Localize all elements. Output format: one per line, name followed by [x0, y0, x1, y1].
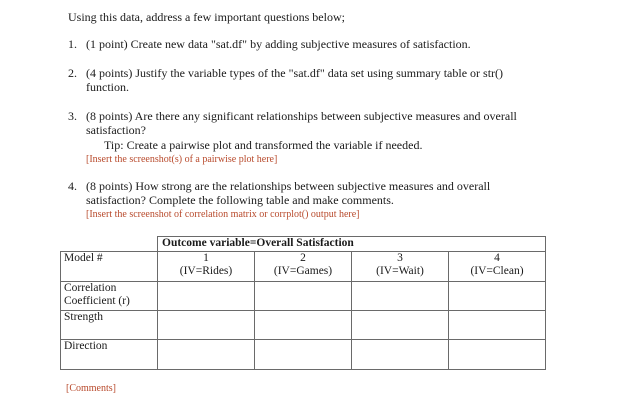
correlation-table [60, 236, 546, 370]
strength-cell-model-2[interactable] [255, 311, 352, 340]
correlation-cell-model-2[interactable] [255, 282, 352, 311]
direction-cell-model-3[interactable] [352, 340, 449, 370]
model-3-header [352, 252, 449, 282]
strength-cell-model-3[interactable] [352, 311, 449, 340]
table-corner-blank [61, 237, 158, 252]
correlation-cell-model-3[interactable] [352, 282, 449, 311]
question-3-tip: Tip: Create a pairwise plot and transformed the variable if needed. [104, 138, 423, 152]
question-2-number: 2. [68, 66, 77, 80]
model-1-iv: (IV=Rides) [179, 265, 233, 277]
model-4-iv: (IV=Clean) [470, 265, 524, 277]
strength-cell-model-4[interactable] [449, 311, 546, 340]
question-4-text-line2: satisfaction? Complete the following table and make comments. [86, 193, 394, 207]
direction-cell-model-1[interactable] [158, 340, 255, 370]
model-2-number: 2 [300, 252, 306, 264]
question-3-number: 3. [68, 109, 77, 123]
question-4-text-line1: (8 points) How strong are the relationships between subjective measures and overall [86, 179, 491, 193]
model-label: Model # [61, 252, 158, 282]
question-2-text-line2: function. [86, 80, 129, 94]
question-3-text-line1: (8 points) Are there any significant relationships between subjective measures and overall [86, 109, 517, 123]
model-2-iv: (IV=Games) [273, 265, 333, 277]
correlation-label-line2: Coefficient (r) [64, 295, 130, 307]
correlation-cell-model-1[interactable] [158, 282, 255, 311]
model-1-header [158, 252, 255, 282]
correlation-row-label [61, 282, 158, 311]
question-1-number: 1. [68, 37, 77, 51]
model-4-number: 4 [494, 252, 500, 264]
strength-row-label: Strength [61, 311, 158, 340]
strength-cell-model-1[interactable] [158, 311, 255, 340]
question-2-text-line1: (4 points) Justify the variable types of the "sat.df" data set using summary table or str() [86, 66, 504, 80]
direction-cell-model-2[interactable] [255, 340, 352, 370]
question-1-text: (1 point) Create new data "sat.df" by adding subjective measures of satisfaction. [86, 37, 471, 51]
model-3-number: 3 [397, 252, 403, 264]
model-1-number: 1 [203, 252, 209, 264]
question-4-number: 4. [68, 179, 77, 193]
model-2-header [255, 252, 352, 282]
model-3-iv: (IV=Wait) [376, 265, 424, 277]
direction-cell-model-4[interactable] [449, 340, 546, 370]
correlation-cell-model-4[interactable] [449, 282, 546, 311]
correlation-label-line1: Correlation [64, 282, 117, 294]
comments-placeholder: [Comments] [66, 383, 116, 394]
outcome-header: Outcome variable=Overall Satisfaction [158, 237, 546, 252]
pairwise-plot-placeholder: [Insert the screenshot(s) of a pairwise plot here] [86, 154, 278, 165]
intro-text: Using this data, address a few important questions below; [68, 10, 345, 24]
direction-row-label: Direction [61, 340, 158, 370]
question-3-text-line2: satisfaction? [86, 123, 146, 137]
model-4-header [449, 252, 546, 282]
correlation-matrix-placeholder: [Insert the screenshot of correlation matrix or corrplot() output here] [86, 209, 360, 220]
